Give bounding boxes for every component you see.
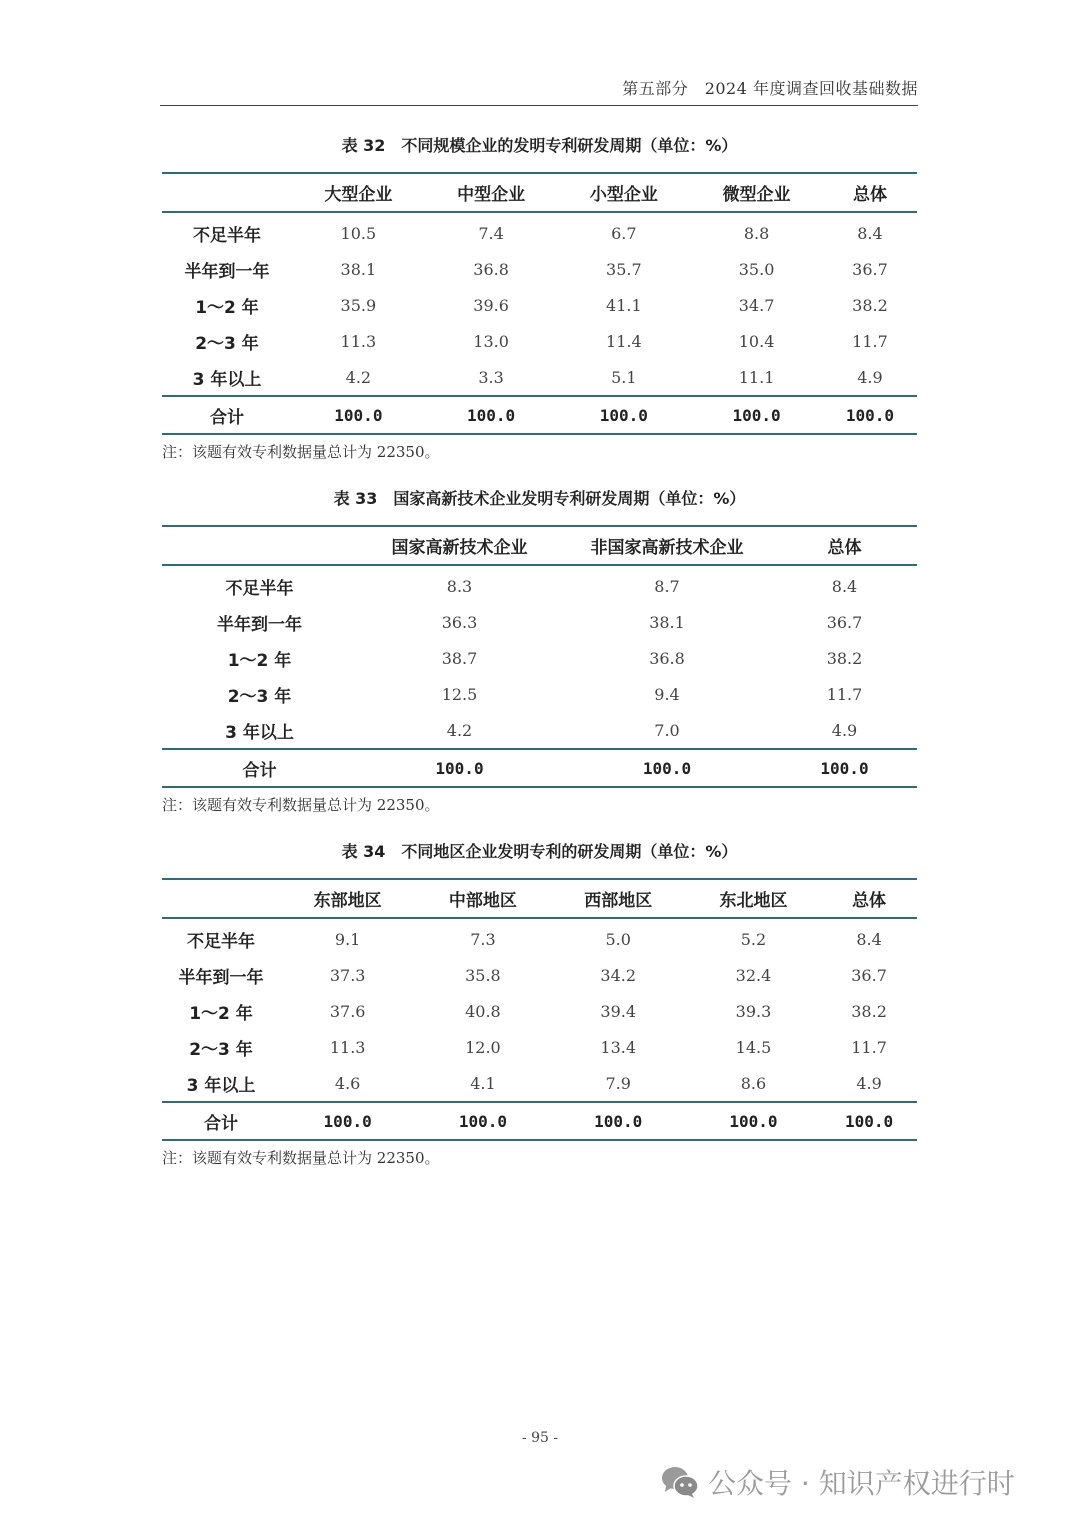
cell: 11.1 (738, 367, 775, 387)
cell: 9.1 (334, 929, 361, 949)
cell: 4.9 (856, 1073, 882, 1093)
table-note: 注：该题有效专利数据量总计为 22350。 (162, 1149, 440, 1167)
table-row (162, 712, 917, 749)
row-label: 半年到一年 (217, 614, 302, 635)
cell: 12.5 (441, 684, 478, 704)
table-33-block (162, 487, 917, 815)
cell: 34.2 (600, 965, 637, 985)
cell: 100.0 (732, 405, 781, 425)
table-row (162, 993, 917, 1029)
row-label: 不足半年 (187, 931, 255, 952)
row-label: 合计 (242, 760, 277, 781)
cell: 5.2 (740, 929, 767, 949)
cell: 13.0 (473, 331, 509, 351)
cell: 100.0 (594, 1111, 643, 1131)
cell: 8.8 (743, 223, 770, 243)
table-row (162, 359, 917, 396)
cell: 35.0 (738, 259, 775, 279)
cell: 5.0 (605, 929, 631, 949)
cell: 38.1 (649, 612, 685, 632)
table-total-row (162, 396, 917, 434)
cell: 9.4 (654, 684, 680, 704)
cell: 7.4 (478, 223, 504, 243)
cell: 10.5 (340, 223, 377, 243)
column-header: 总体 (852, 891, 887, 911)
cell: 100.0 (435, 758, 484, 778)
cell: 100.0 (599, 405, 648, 425)
cell: 36.3 (441, 612, 478, 632)
cell: 8.4 (856, 929, 882, 949)
cell: 39.6 (473, 295, 509, 315)
cell: 36.7 (851, 965, 887, 985)
cell: 36.7 (852, 259, 888, 279)
row-label: 3 年以上 (186, 1075, 256, 1096)
cell: 8.4 (857, 223, 883, 243)
cell: 8.4 (831, 576, 858, 596)
cell: 7.0 (654, 720, 680, 740)
column-header (162, 173, 292, 212)
cell: 14.5 (735, 1037, 772, 1057)
row-label: 1～2 年 (189, 1003, 253, 1024)
running-head: 第五部分 2024 年度调查回收基础数据 (160, 76, 918, 106)
cell: 35.7 (606, 259, 642, 279)
table-total-row (162, 749, 917, 787)
cell: 11.3 (340, 331, 377, 351)
cell: 100.0 (458, 1111, 507, 1131)
table-32-block (162, 134, 917, 462)
table-row (162, 640, 917, 676)
cell: 11.7 (852, 331, 888, 351)
cell: 37.6 (329, 1001, 366, 1021)
row-label: 3 年以上 (225, 722, 294, 743)
table-note: 注：该题有效专利数据量总计为 22350。 (162, 443, 440, 461)
cell: 100.0 (642, 758, 692, 778)
table-row (162, 676, 917, 712)
row-label: 1～2 年 (227, 650, 292, 671)
row-label: 合计 (210, 407, 244, 428)
column-header: 总体 (852, 185, 887, 205)
column-header: 非国家高新技术企业 (590, 538, 744, 558)
row-label: 2～3 年 (189, 1039, 253, 1060)
cell: 39.4 (600, 1001, 637, 1021)
table-header-row (162, 173, 917, 212)
cell: 35.8 (465, 965, 501, 985)
cell: 34.7 (738, 295, 775, 315)
table-row (162, 604, 917, 640)
column-header: 国家高新技术企业 (391, 538, 528, 558)
column-header: 大型企业 (324, 185, 393, 205)
cell: 10.4 (738, 331, 775, 351)
cell: 38.7 (441, 648, 478, 668)
table-row (162, 287, 917, 323)
table-note: 注：该题有效专利数据量总计为 22350。 (162, 796, 440, 814)
cell: 36.8 (649, 648, 685, 668)
table-header-row (162, 879, 917, 918)
cell: 4.9 (831, 720, 858, 740)
column-header (162, 526, 357, 565)
table-header-row (162, 526, 917, 565)
watermark (660, 1462, 1015, 1502)
table-row (162, 323, 917, 359)
cell: 38.2 (852, 295, 888, 315)
cell: 3.3 (478, 367, 504, 387)
table-total-row (162, 1102, 917, 1140)
column-header: 中型企业 (457, 185, 526, 205)
cell: 6.7 (611, 223, 637, 243)
table-caption: 表 34 不同地区企业发明专利的研发周期（单位：%） (341, 842, 738, 861)
cell: 11.7 (826, 684, 863, 704)
row-label: 半年到一年 (178, 967, 264, 988)
column-header (162, 879, 280, 918)
watermark-text: 公众号 · 知识产权进行时 (708, 1467, 1015, 1500)
cell: 4.1 (470, 1073, 496, 1093)
table-row (162, 565, 917, 604)
cell: 100.0 (844, 1111, 894, 1131)
cell: 38.1 (340, 259, 377, 279)
cell: 4.2 (446, 720, 473, 740)
cell: 35.9 (340, 295, 377, 315)
cell: 11.7 (851, 1037, 887, 1057)
column-header: 中部地区 (448, 891, 517, 911)
cell: 12.0 (465, 1037, 501, 1057)
column-header: 东部地区 (313, 891, 382, 911)
cell: 100.0 (845, 405, 895, 425)
cell: 37.3 (329, 965, 366, 985)
cell: 38.2 (826, 648, 863, 668)
cell: 100.0 (729, 1111, 778, 1131)
table-34 (162, 878, 917, 1141)
cell: 100.0 (334, 405, 383, 425)
cell: 8.3 (446, 576, 473, 596)
cell: 11.3 (329, 1037, 366, 1057)
wechat-icon (660, 1465, 700, 1499)
cell: 4.2 (345, 367, 372, 387)
cell: 13.4 (600, 1037, 637, 1057)
row-label: 合计 (204, 1113, 238, 1134)
cell: 32.4 (735, 965, 772, 985)
cell: 7.3 (470, 929, 496, 949)
table-32 (162, 172, 917, 435)
cell: 7.9 (605, 1073, 631, 1093)
row-label: 半年到一年 (184, 261, 270, 282)
cell: 39.3 (735, 1001, 772, 1021)
table-row (162, 251, 917, 287)
cell: 11.4 (606, 331, 642, 351)
table-row (162, 1029, 917, 1065)
table-row (162, 212, 917, 251)
cell: 4.9 (857, 367, 883, 387)
cell: 36.7 (826, 612, 863, 632)
cell: 41.1 (606, 295, 642, 315)
row-label: 不足半年 (225, 578, 294, 599)
row-label: 2～3 年 (195, 333, 259, 354)
cell: 100.0 (820, 758, 869, 778)
row-label: 3 年以上 (192, 369, 262, 390)
column-header: 小型企业 (589, 185, 658, 205)
row-label: 不足半年 (193, 225, 261, 246)
table-33 (162, 525, 917, 788)
row-label: 1～2 年 (195, 297, 259, 318)
cell: 5.1 (611, 367, 637, 387)
cell: 8.7 (654, 576, 680, 596)
table-row (162, 1065, 917, 1102)
table-row (162, 957, 917, 993)
column-header: 总体 (827, 538, 862, 558)
cell: 100.0 (323, 1111, 372, 1131)
cell: 36.8 (473, 259, 509, 279)
cell: 100.0 (467, 405, 516, 425)
cell: 4.6 (334, 1073, 361, 1093)
cell: 40.8 (465, 1001, 501, 1021)
column-header: 微型企业 (722, 185, 791, 205)
cell: 38.2 (851, 1001, 887, 1021)
table-row (162, 918, 917, 957)
column-header: 东北地区 (719, 891, 788, 911)
row-label: 2～3 年 (227, 686, 292, 707)
table-caption: 表 32 不同规模企业的发明专利研发周期（单位：%） (341, 136, 738, 155)
table-caption: 表 33 国家高新技术企业发明专利研发周期（单位：%） (333, 489, 746, 508)
column-header: 西部地区 (584, 891, 653, 911)
table-34-block (162, 840, 917, 1168)
page-number: - 95 - (521, 1430, 559, 1446)
cell: 8.6 (740, 1073, 767, 1093)
